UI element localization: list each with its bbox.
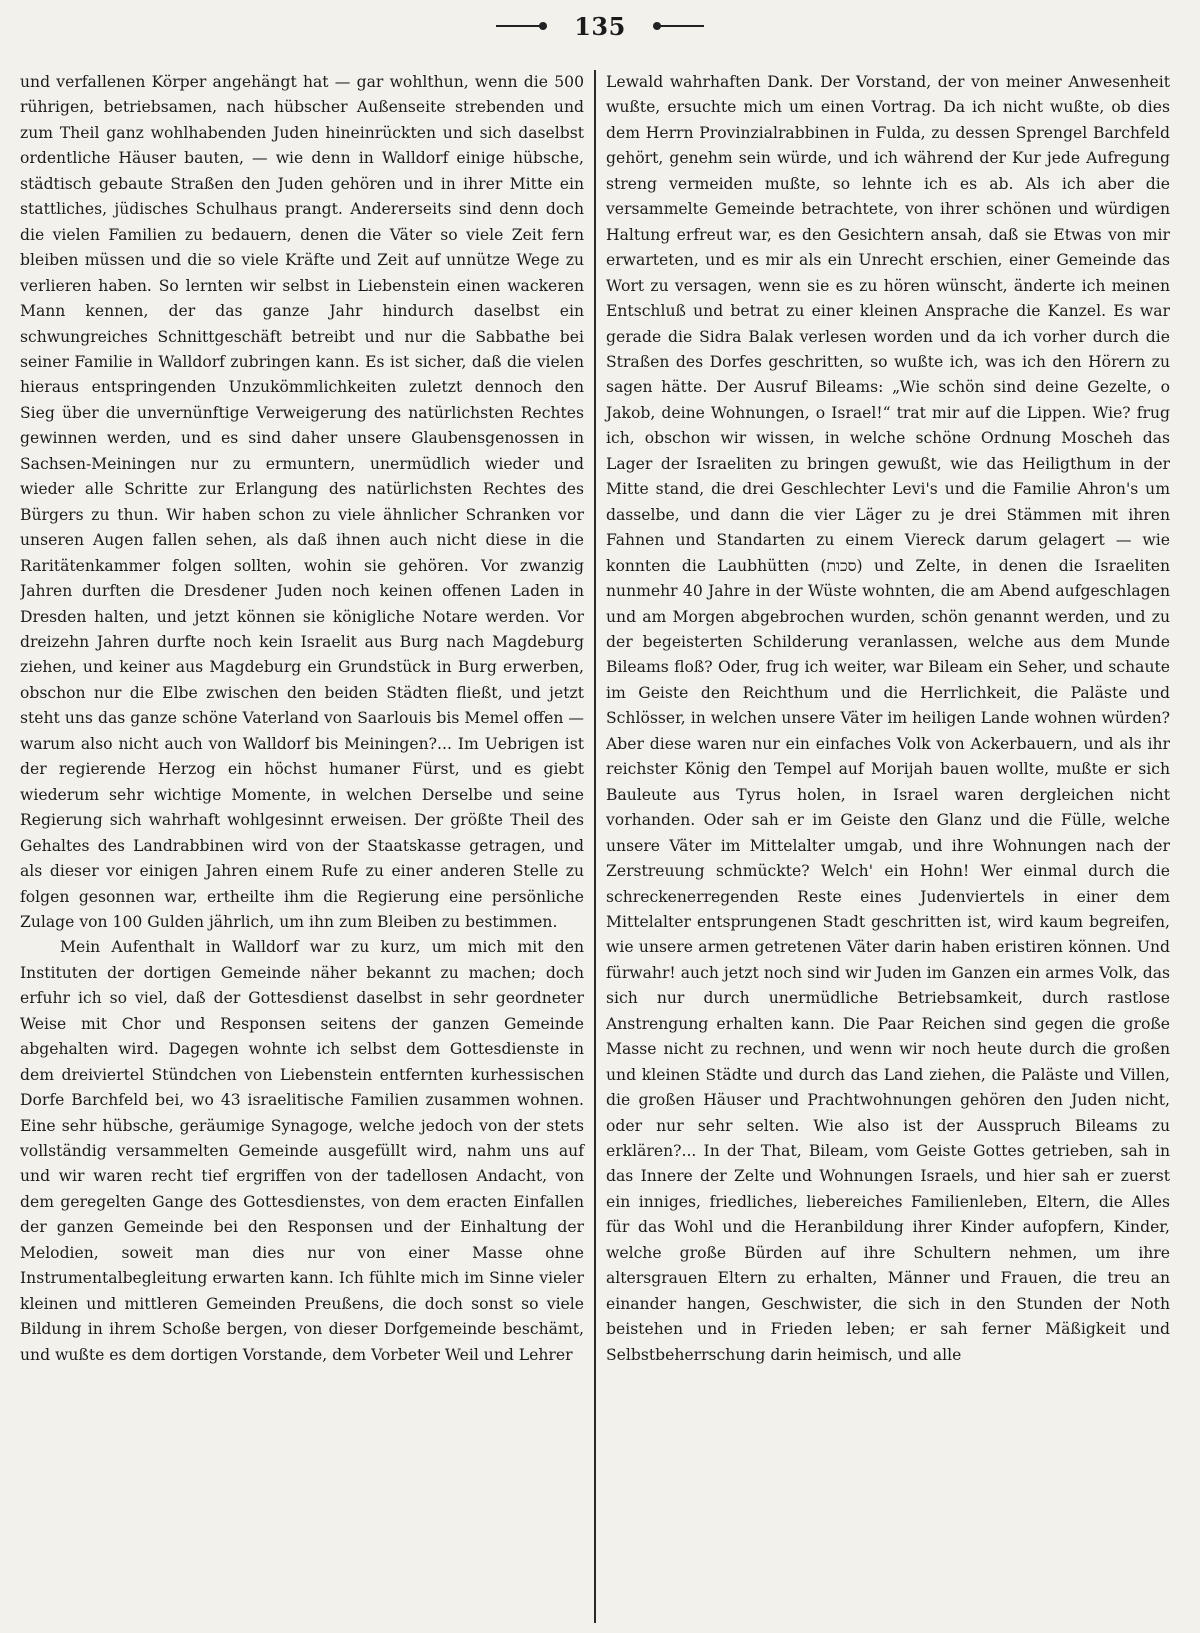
header-rule-right — [656, 25, 704, 27]
column-divider — [594, 70, 596, 1623]
header-rule-left — [496, 25, 544, 27]
left-paragraph-1: und verfallenen Körper angehängt hat — gar wohlthun, wenn die 500 rührigen, betriebsamen, nach hübscher Außenseite strebenden und zum Theil ganz wohlhabenden Juden hineinrückten und sich daselbst ordentliche Häuser bauten, — wie denn in Walldorf einige hübsche, städtisch gebaute Straßen den Juden gehören und in ihrer Mitte ein stattliches, jüdisches Schulhaus prangt. Andererseits sind denn doch die vielen Familien zu bedauern, denen die Väter so viele Zeit fern bleiben müssen und die so viele Kräfte und Zeit auf unnütze Wege zu verlieren haben. So lernten wir selbst in Liebenstein einen wackeren Mann kennen, der das ganze Jahr hindurch daselbst ein schwungreiches Schnittgeschäft betreibt und nur die Sabbathe bei seiner Familie in Walldorf zubringen kann. Es ist sicher, daß die vielen hieraus entspringenden Unzukömmlichkeiten zuletzt dennoch den Sieg über die unvernünftige Verweigerung des natürlichsten Rechtes gewinnen werden, und es sind daher unsere Glaubensgenossen in Sachsen-Meiningen nur zu ermuntern, unermüdlich wieder und wieder alle Schritte zur Erlangung des natürlichsten Rechtes des Bürgers zu thun. Wir haben schon zu viele ähnlicher Schranken vor unseren Augen fallen sehen, als daß ihnen auch nicht diese in die Raritätenkammer folgen sollten, wohin sie gehören. Vor zwanzig Jahren durften die Dresdener Juden noch keinen offenen Laden in Dresden halten, und jetzt können sie königliche Notare werden. Vor dreizehn Jahren durfte noch kein Israelit aus Burg nach Magdeburg ziehen, und keiner aus Magdeburg ein Grundstück in Burg erwerben, obschon nur die Elbe zwischen den beiden Städten fließt, und jetzt steht uns das ganze schöne Vaterland von Saarlouis bis Memel offen — warum also nicht auch von Walldorf bis Meiningen?... Im Uebrigen ist der regierende Herzog ein höchst humaner Fürst, und es giebt wiederum sehr wichtige Momente, in welchen Derselbe und seine Regierung sich wahrhaft wohlgesinnt erweisen. Der größte Theil des Gehaltes des Landrabbinen wird von der Staatskasse getragen, und als dieser vor einigen Jahren einem Rufe zu einer anderen Stelle zu folgen gesonnen war, ertheilte ihm die Regierung eine persönliche Zulage von 100 Gulden jährlich, um ihn zum Bleiben zu bestimmen. — [20, 73, 584, 931]
left-column — [20, 70, 592, 1623]
text-columns — [20, 70, 1180, 1623]
page-number: 135 — [574, 11, 626, 41]
page-header — [0, 6, 1200, 46]
left-paragraph-2: Mein Aufenthalt in Walldorf war zu kurz, um mich mit den Instituten der dortigen Gemeinde näher bekannt zu machen; doch erfuhr ich so viel, daß der Gottesdienst daselbst in sehr geordneter Weise mit Chor und Responsen seitens der ganzen Gemeinde abgehalten wird. Dagegen wohnte ich selbst dem Gottesdienste in dem dreiviertel Stündchen von Liebenstein entfernten kurhessischen Dorfe Barchfeld bei, wo 43 israelitische Familien zusammen wohnen. Eine sehr hübsche, geräumige Synagoge, welche jedoch von der stets vollständig versammelten Gemeinde ausgefüllt wird, nahm uns auf und wir waren recht tief ergriffen von der tadellosen Andacht, von dem geregelten Gange des Gottesdienstes, von dem eracten Einfallen der ganzen Gemeinde bei den Responsen und der Einhaltung der Melodien, soweit man dies nur von einer Masse ohne Instrumentalbegleitung erwarten kann. Ich fühlte mich im Sinne vieler kleinen und mittleren Gemeinden Preußens, die doch sonst so viele Bildung in ihrem Schoße bergen, von dieser Dorfgemeinde beschämt, und wußte es dem dortigen Vorstande, dem Vorbeter Weil und Lehrer — [20, 938, 584, 1364]
right-paragraph-1: Lewald wahrhaften Dank. Der Vorstand, der von meiner Anwesenheit wußte, ersuchte mich um einen Vortrag. Da ich nicht wußte, ob dies dem Herrn Provinzialrabbinen in Fulda, zu dessen Sprengel Barchfeld gehört, genehm sein würde, und ich während der Kur jede Aufregung streng vermeiden mußte, so lehnte ich es ab. Als ich aber die versammelte Gemeinde betrachtete, von ihrer schönen und würdigen Haltung erfreut war, es den Gesichtern ansah, daß sie Etwas von mir erwarteten, und es mir als ein Unrecht erschien, einer Gemeinde das Wort zu versagen, wenn sie es zu hören wünscht, änderte ich meinen Entschluß und betrat zu einer kleinen Ansprache die Kanzel. Es war gerade die Sidra Balak verlesen worden und da ich vorher durch die Straßen des Dorfes geschritten, so wußte ich, was ich den Hörern zu sagen hätte. Der Ausruf Bileams: „Wie schön sind deine Gezelte, o Jakob, deine Wohnungen, o Israel!“ trat mir auf die Lippen. Wie? frug ich, obschon wir wissen, in welche schöne Ordnung Moscheh das Lager der Israeliten zu bringen gewußt, wie das Heiligthum in der Mitte stand, die drei Geschlechter Levi's und die Familie Ahron's um dasselbe, und dann die vier Läger zu je drei Stämmen mit ihren Fahnen und Standarten zu einem Viereck darum gelagert — wie konnten die Laubhütten (סכות) und Zelte, in denen die Israeliten nunmehr 40 Jahre in der Wüste wohnten, die am Abend aufgeschlagen und am Morgen abgebrochen wurden, schön genannt werden, und zu der begeisterten Schilderung veranlassen, welche aus dem Munde Bileams floß? Oder, frug ich weiter, war Bileam ein Seher, und schaute im Geiste den Reichthum und die Herrlichkeit, die Paläste und Schlösser, in welchen unsere Väter im heiligen Lande wohnen würden? Aber diese waren nur ein einfaches Volk von Ackerbauern, und als ihr reichster König den Tempel auf Morijah bauen wollte, mußte er sich Bauleute aus Tyrus holen, in Israel waren dergleichen nicht vorhanden. Oder sah er im Geiste den Glanz und die Fülle, welche unsere Väter im Mittelalter umgab, und ihre Wohnungen nach der Zerstreuung schmückte? Welch' ein Hohn! Wer einmal durch die schreckenerregenden Reste eines Judenviertels in einer dem Mittelalter entsprungenen Stadt geschritten ist, wird kaum begreifen, wie unsere armen getretenen Väter darin haben eristiren können. Und fürwahr! auch jetzt noch sind wir Juden im Ganzen ein armes Volk, das sich nur durch unermüdliche Betriebsamkeit, durch rastlose Anstrengung erhalten kann. Die Paar Reichen sind gegen die große Masse nicht zu rechnen, und wenn wir noch heute durch die großen und kleinen Städte und durch das Land ziehen, die Paläste und Villen, die großen Häuser und Prachtwohnungen gehören den Juden nicht, oder nur sehr selten. Wie also ist der Ausspruch Bileams zu erklären?... In der That, Bileam, vom Geiste Gottes getrieben, sah in das Innere der Zelte und Wohnungen Israels, und hier sah er zuerst ein inniges, friedliches, liebereiches Familienleben, Eltern, die Alles für das Wohl und die Heranbildung ihrer Kinder aufopfern, Kinder, welche große Bürden auf ihre Schultern nehmen, um ihre altersgrauen Eltern zu erhalten, Männer und Frauen, die treu an einander hangen, Geschwister, die sich in den Stunden der Noth beistehen und in Frieden leben; er sah ferner Mäßigkeit und Selbstbeherrschung darin heimisch, und alle — [606, 73, 1170, 1364]
right-column — [598, 70, 1170, 1623]
